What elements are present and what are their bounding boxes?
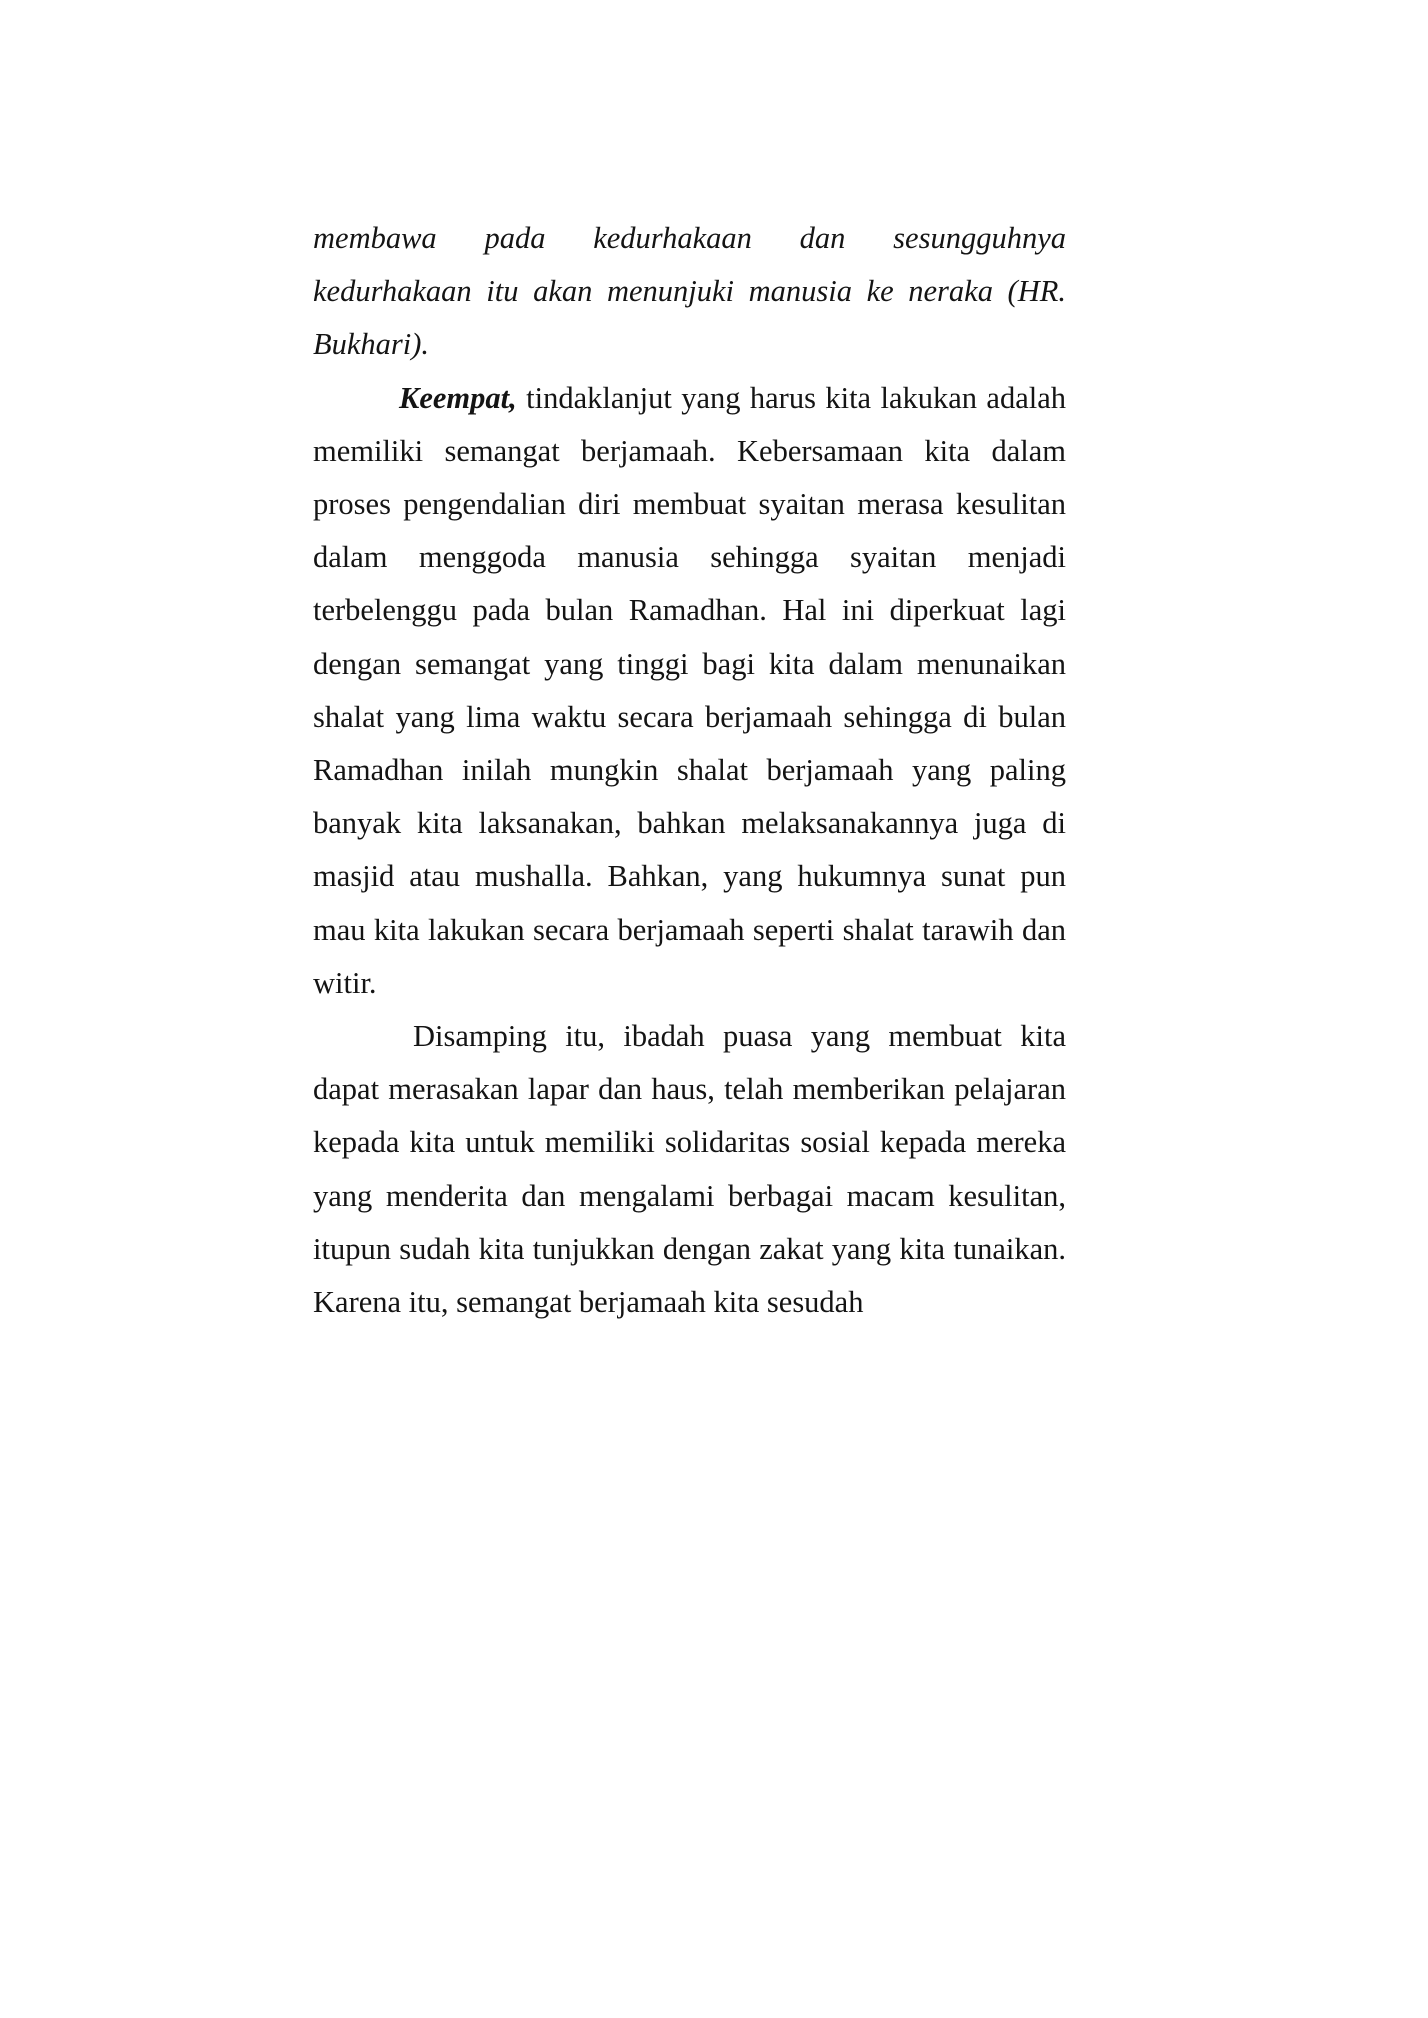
paragraph-keempat-body: tindaklanjut yang harus kita lakukan adalah memiliki semangat berjamaah. Kebersamaan kita dalam proses pengendalian diri membuat syaitan merasa kesulitan dalam menggoda manusia sehingga syaitan menjadi terbelenggu pada bulan Ramadhan. Hal ini diperkuat lagi dengan semangat yang tinggi bagi kita dalam menunaikan shalat yang lima waktu secara berjamaah sehingga di bulan Ramadhan inilah mungkin shalat berjamaah yang paling banyak kita laksanakan, bahkan melaksanakannya juga di masjid atau mushalla. Bahkan, yang hukumnya sunat pun mau kita lakukan secara berjamaah seperti shalat tarawih dan witir.	[313, 380, 1066, 1000]
paragraph-keempat	[313, 372, 1066, 1010]
paragraph-lead-label-keempat: Keempat,	[399, 380, 517, 415]
paragraph-disamping: Disamping itu, ibadah puasa yang membuat kita dapat merasakan lapar dan haus, telah memberikan pelajaran kepada kita untuk memiliki solidaritas sosial kepada mereka yang menderita dan mengalami berbagai macam kesulitan, itupun sudah kita tunjukkan dengan zakat yang kita tunaikan. Karena itu, semangat berjamaah kita sesudah	[313, 1019, 1066, 1320]
page-text-block	[313, 212, 1066, 1329]
paragraph-hadith-continuation: membawa pada kedurhakaan dan sesungguhnya kedurhakaan itu akan menunjuki manusia ke neraka (HR. Bukhari).	[313, 221, 1066, 362]
